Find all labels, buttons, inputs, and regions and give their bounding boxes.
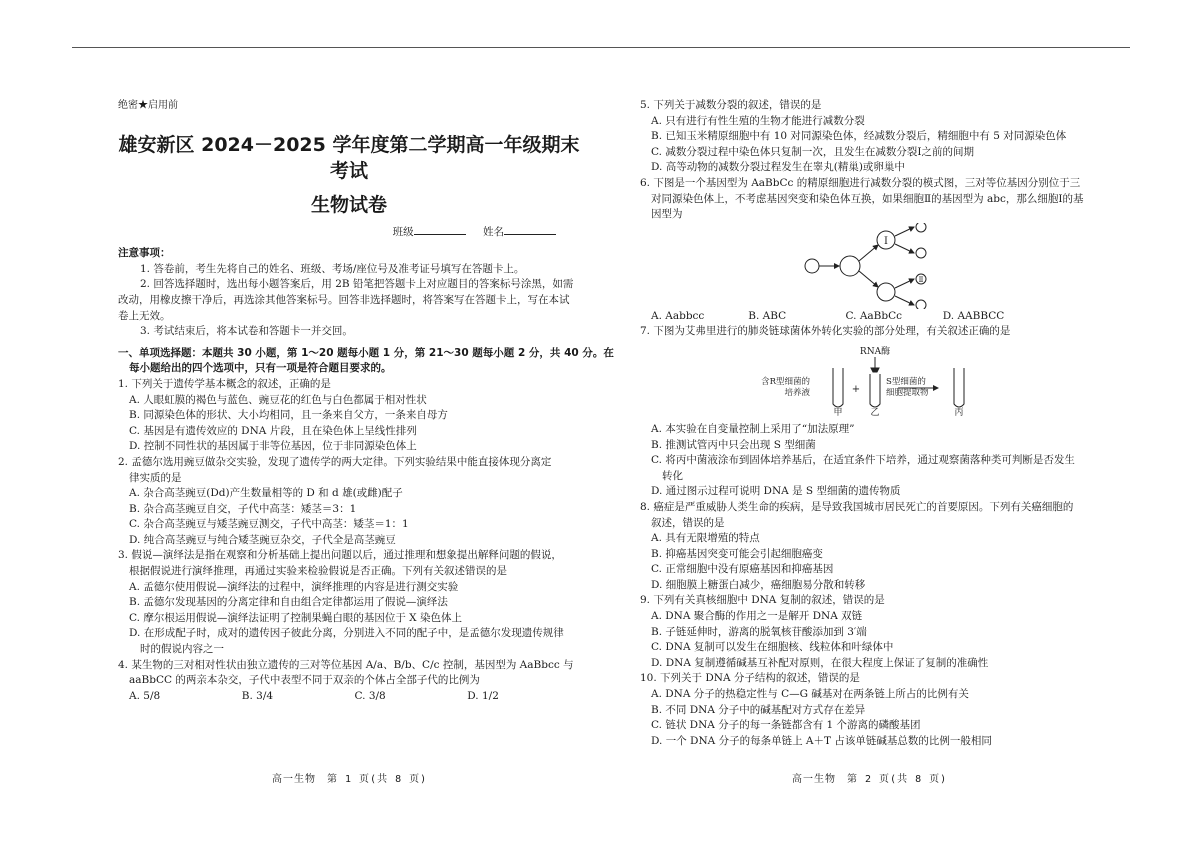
option-a: A. DNA 聚合酶的作用之一是解开 DNA 双链 (651, 610, 863, 623)
option-d: D. 通过图示过程可说明 DNA 是 S 型细菌的遗传物质 (651, 485, 901, 498)
sperm-cell (916, 223, 926, 232)
exam-subtitle: 生物试卷 (310, 193, 387, 216)
option-d: D. 高等动物的减数分裂过程发生在睾丸(精巢)或卵巢中 (651, 161, 905, 174)
option-d: D. AABBCC (942, 309, 1005, 322)
option-a: A. 孟德尔使用假说—演绎法的过程中，演绎推理的内容是进行测交实验 (129, 580, 459, 593)
option-d: D. 在形成配子时，成对的遗传因子彼此分离，分别进入不同的配子中，是孟德尔发现遗传规律 (129, 627, 564, 640)
question-10 (640, 671, 1040, 749)
question-9 (640, 593, 1040, 671)
question-2 (118, 455, 580, 549)
question-stem: 8. 癌症是严重威胁人类生命的疾病，是导致我国城市居民死亡的首要原因。下列有关癌细胞的 (640, 500, 1074, 513)
name-label: 姓名 (483, 225, 504, 238)
option-a: A. 只有进行有性生殖的生物才能进行减数分裂 (651, 114, 865, 127)
question-stem: 根据假说进行演绎推理，再通过实验来检验假说是否正确。下列有关叙述错误的是 (129, 565, 507, 578)
name-blank[interactable] (504, 224, 556, 235)
option-c: C. 摩尔根运用假说—演绎法证明了控制果蝇白眼的基因位于 X 染色体上 (129, 611, 462, 624)
question-stem: aaBbCC 的两亲本杂交，子代中表型不同于双亲的个体占全部子代的比例为 (129, 674, 480, 687)
option-d: D. 细胞膜上糖蛋白减少，癌细胞易分散和转移 (651, 578, 866, 591)
option-c: C. DNA 复制可以发生在细胞核、线粒体和叶绿体中 (651, 641, 894, 654)
option-d: D. 1/2 (467, 689, 499, 702)
tube-label: 乙 (870, 407, 880, 416)
dropper-tip (871, 368, 879, 372)
question-4 (118, 658, 580, 705)
tube-label: 甲 (833, 407, 843, 416)
meiosis-diagram-svg (640, 223, 1040, 309)
option-c: C. 减数分裂过程中染色体只复制一次，且发生在减数分裂Ⅰ之前的间期 (651, 145, 974, 158)
spermatogonium-cell (805, 259, 819, 273)
option-a: A. DNA 分子的热稳定性与 C—G 碱基对在两条链上所占的比例有关 (651, 688, 969, 701)
exam-title: 雄安新区 2024－2025 学年度第二学期高一年级期末考试 (118, 133, 580, 182)
sperm-cell (916, 248, 926, 258)
option-b: B. 孟德尔发现基因的分离定律和自由组合定律都运用了假说—演绎法 (129, 596, 448, 609)
option-a: A. 具有无限增殖的特点 (651, 532, 760, 545)
question-stem: 5. 下列关于减数分裂的叙述，错误的是 (640, 99, 822, 111)
option-d: 时的假说内容之一 (140, 643, 224, 656)
page-2 (640, 98, 1084, 749)
notice-line: 2. 回答选择题时，选出每小题答案后，用 2B 铅笔把答题卡上对应题目的答案标号涂黑，如需 (140, 278, 574, 291)
notice-line: 1. 答卷前，考生先将自己的姓名、班级、考场/座位号及准考证号填写在答题卡上。 (140, 262, 525, 275)
question-stem: 4. 某生物的三对相对性状由独立遗传的三对等位基因 A/a、B/b、C/c 控制，基因型为 AaBbcc 与 (118, 658, 574, 671)
question-1 (118, 377, 580, 455)
question-stem: 2. 孟德尔选用豌豆做杂交实验，发现了遗传学的两大定律。下列实验结果中能直接体现分离定 (118, 455, 552, 468)
page-footer-2: 高一生物 第 2 页(共 8 页) (792, 774, 948, 785)
option-c: C. 杂合高茎豌豆与矮茎豌豆测交，子代中高茎：矮茎＝1：1 (129, 518, 409, 531)
notice-line: 3. 考试结束后，将本试卷和答题卡一并交回。 (140, 325, 353, 338)
option-a: A. Aabbcc (651, 309, 705, 322)
option-a: A. 本实验在自变量控制上采用了“加法原理” (651, 422, 855, 435)
s-extract-label: S型细菌的 (886, 376, 926, 387)
option-a: A. 杂合高茎豌豆(Dd)产生数量相等的 D 和 d 雄(或雌)配子 (129, 487, 403, 500)
cell-II-label: Ⅱ (918, 275, 924, 284)
tube-jia (833, 368, 843, 407)
r-culture-label: 含R型细菌的 (761, 376, 810, 387)
option-d: D. 纯合高茎豌豆与纯合矮茎豌豆杂交，子代全是高茎豌豆 (129, 533, 396, 546)
plus-sign: + (851, 383, 861, 395)
notice-line: 改动，用橡皮擦干净后，再选涂其他答案标号。回答非选择题时，将答案写在答题卡上，写在本试 (118, 293, 570, 306)
option-d: D. 控制不同性状的基因属于非等位基因，位于非同源染色体上 (129, 440, 417, 453)
question-3 (118, 548, 580, 657)
option-c: C. 3/8 (354, 689, 386, 702)
notice-heading: 注意事项： (118, 247, 171, 260)
secondary-cell (877, 283, 895, 301)
section-heading: 一、单项选择题：本题共 30 小题，第 1～20 题每小题 1 分，第 21～30 题每小题 2 分，共 40 分。在 (118, 346, 614, 359)
option-c: C. 基因是有遗传效应的 DNA 片段，且在染色体上呈线性排列 (129, 424, 417, 437)
class-label: 班级 (392, 225, 414, 238)
question-stem: 律实质的是 (129, 471, 182, 484)
tube-yi (870, 374, 880, 407)
meiosis-diagram (640, 223, 1040, 309)
question-8 (640, 500, 1074, 594)
options-row (640, 309, 1040, 325)
transformation-experiment-figure (640, 344, 1040, 416)
option-a: A. 人眼虹膜的褐色与蓝色、豌豆花的红色与白色都属于相对性状 (129, 393, 427, 406)
option-c: C. 链状 DNA 分子的每一条链都含有 1 个游离的磷酸基团 (651, 719, 921, 732)
r-culture-label: 培养液 (784, 387, 810, 398)
question-stem: 7. 下图为艾弗里进行的肺炎链球菌体外转化实验的部分处理，有关叙述正确的是 (640, 325, 1011, 338)
question-stem: 因型为 (651, 208, 683, 221)
confidential-mark: 绝密★启用前 (118, 100, 178, 111)
options-row (118, 689, 580, 705)
top-rule (72, 47, 1130, 48)
tube-bing (954, 368, 964, 407)
cell-I-label: Ⅰ (884, 235, 888, 247)
s-extract-label: 细胞提取物 (886, 387, 929, 398)
question-stem: 9. 下列有关真核细胞中 DNA 复制的叙述，错误的是 (640, 594, 885, 607)
option-b: B. 已知玉米精原细胞中有 10 对同源染色体，经减数分裂后，精细胞中有 5 对同源染色体 (651, 130, 1067, 143)
class-blank[interactable] (414, 224, 466, 235)
page-footer-1: 高一生物 第 1 页(共 8 页) (272, 774, 428, 785)
question-stem: 3. 假说—演绎法是指在观察和分析基础上提出问题以后，通过推理和想象提出解释问题的假说， (118, 549, 562, 562)
primary-spermatocyte-cell (840, 256, 860, 276)
sperm-cell (916, 300, 926, 309)
question-7 (640, 324, 1075, 500)
option-d: D. DNA 复制遵循碱基互补配对原则，在很大程度上保证了复制的准确性 (651, 656, 989, 669)
option-d: D. 一个 DNA 分子的每条单链上 A＋T 占该单链碱基总数的比例一般相同 (651, 734, 992, 747)
option-b: B. 抑癌基因突变可能会引起细胞癌变 (651, 547, 823, 560)
option-b: B. ABC (748, 309, 787, 322)
option-b: B. 杂合高茎豌豆自交，子代中高茎：矮茎＝3：1 (129, 502, 357, 515)
question-6 (640, 176, 1084, 324)
notice-line: 卷上无效。 (118, 309, 171, 322)
option-b: B. 不同 DNA 分子中的碱基配对方式存在差异 (651, 703, 866, 716)
option-c: C. AaBbCc (845, 309, 903, 322)
option-b: B. 推测试管丙中只会出现 S 型细菌 (651, 438, 816, 451)
question-stem: 叙述，错误的是 (651, 516, 725, 529)
option-c: C. 将丙中菌液涂布到固体培养基后，在适宜条件下培养，通过观察菌落种类可判断是否发生 (651, 454, 1075, 467)
option-b: B. 子链延伸时，游离的脱氧核苷酸添加到 3′端 (651, 625, 867, 638)
question-stem: 对同源染色体上，不考虑基因突变和染色体互换，如果细胞Ⅱ的基因型为 abc，那么细胞Ⅰ的基 (651, 192, 1084, 205)
question-5 (640, 98, 1067, 176)
option-c: C. 正常细胞中没有原癌基因和抑癌基因 (651, 563, 834, 576)
student-info-line (118, 224, 580, 241)
question-stem: 10. 下列关于 DNA 分子结构的叙述，错误的是 (640, 672, 860, 685)
tube-label: 丙 (954, 407, 964, 416)
question-stem: 6. 下图是一个基因型为 AaBbCc 的精原细胞进行减数分裂的模式图，三对等位基因分别位于三 (640, 176, 1081, 189)
option-c: 转化 (662, 469, 683, 482)
transformation-figure-svg (640, 344, 1040, 416)
enzyme-label: RNA酶 (859, 346, 891, 357)
page-1 (118, 98, 614, 704)
option-b: B. 同源染色体的形状、大小均相同，且一条来自父方，一条来自母方 (129, 409, 448, 422)
option-b: B. 3/4 (241, 689, 274, 702)
question-stem: 1. 下列关于遗传学基本概念的叙述，正确的是 (118, 377, 331, 390)
option-a: A. 5/8 (129, 689, 161, 702)
section-heading: 每小题给出的四个选项中，只有一项是符合题目要求的。 (129, 362, 392, 375)
